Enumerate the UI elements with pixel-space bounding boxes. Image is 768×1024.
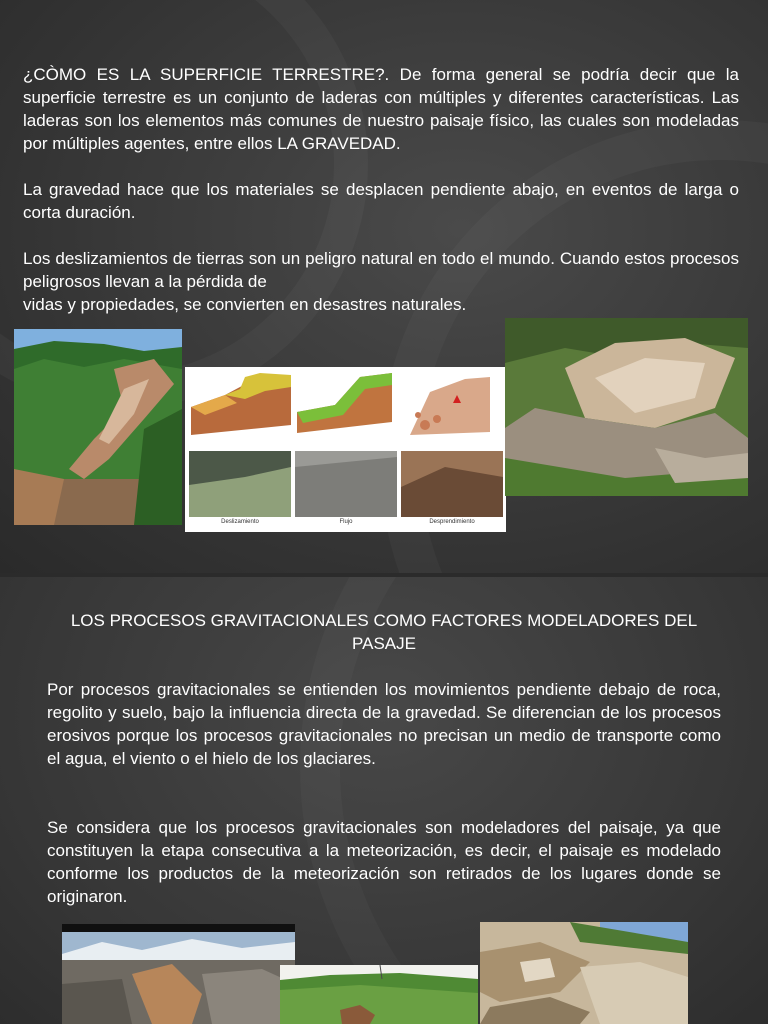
- open-pit-slope-photo: [62, 924, 295, 1024]
- gravitational-processes-paragraph: Por procesos gravitacionales se entienden los movimientos pendiente debajo de roca, regolito y suelo, bajo la influencia directa de la gravedad. Se diferencian de los procesos erosivos porque los procesos gravitacionales no precisan un medio de transporte como el agua, el viento o el hielo de los glaciares.: [47, 680, 721, 768]
- gravity-paragraph: La gravedad hace que los materiales se desplacen pendiente abajo, en eventos de larga o corta duración.: [23, 180, 739, 222]
- green-hill-photo: [280, 965, 478, 1024]
- eroded-hillside-photo: [505, 318, 748, 496]
- landslide-mountain-photo: [14, 329, 182, 525]
- caption-desprendimiento: Desprendimiento: [429, 519, 475, 525]
- intro-paragraph: ¿CÒMO ES LA SUPERFICIE TERRESTRE?. De forma general se podría decir que la superficie terrestre es un conjunto de laderas con múltiples y diferentes características. Las laderas son los elementos más comunes de nuestro paisaje físico, las cuales son modeladas por múltiples agentes, entre ellos LA GRAVEDAD.: [23, 65, 739, 153]
- slide-2: [0, 577, 768, 1024]
- landslide-paragraph-line2: vidas y propiedades, se convierten en desastres naturales.: [23, 295, 467, 314]
- caption-deslizamiento: Deslizamiento: [221, 519, 259, 525]
- caption-flujo: Flujo: [339, 519, 353, 525]
- landslide-paragraph-line1: Los deslizamientos de tierras son un peligro natural en todo el mundo. Cuando estos procesos peligrosos llevan a la pérdida de: [23, 249, 739, 291]
- landslide-paragraph: [23, 247, 739, 316]
- mass-movement-diagram: [185, 367, 506, 532]
- slide-2-heading: LOS PROCESOS GRAVITACIONALES COMO FACTORES MODELADORES DEL PASAJE: [70, 611, 698, 653]
- landscape-modelers-paragraph: Se considera que los procesos gravitacionales son modeladores del paisaje, ya que constituyen la etapa consecutiva a la meteorización, es decir, el paisaje es modelado conforme los productos de la meteorización son retirados de los lugares donde se originaron.: [47, 818, 721, 906]
- rock-outcrop-photo: [480, 922, 688, 1024]
